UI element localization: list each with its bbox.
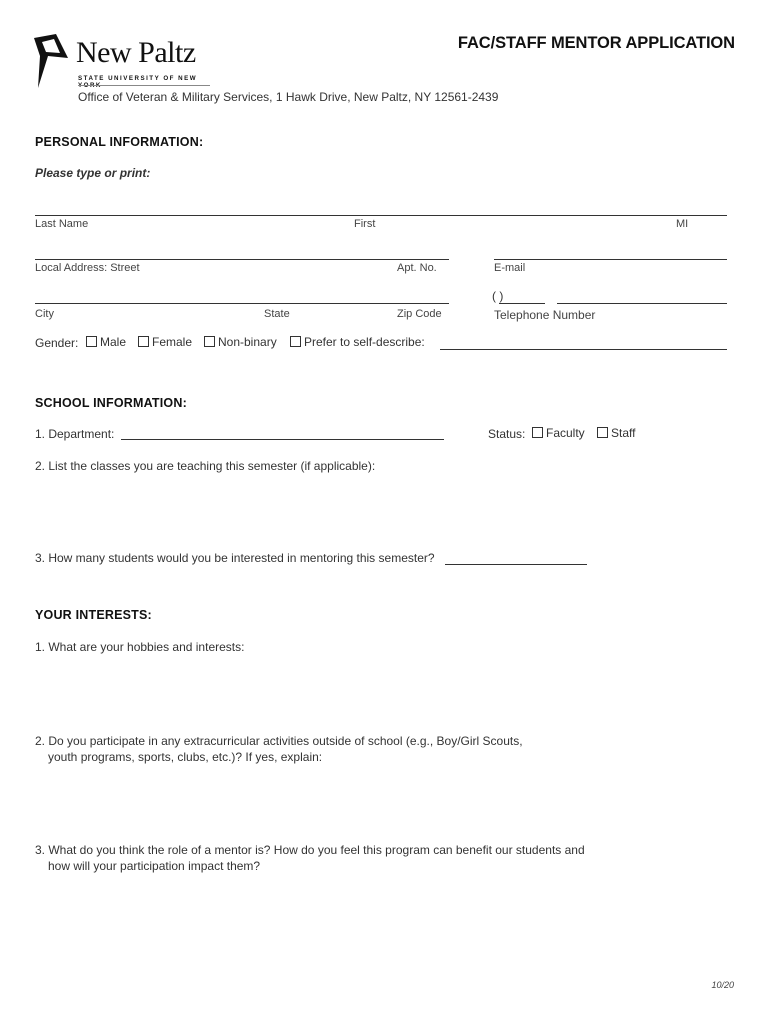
local-address-label: Local Address: Street [35, 262, 140, 274]
classes-question: 2. List the classes you are teaching this semester (if applicable): [35, 459, 376, 473]
gender-self-describe-option[interactable] [290, 335, 425, 349]
faculty-checkbox[interactable] [532, 427, 543, 438]
hawk-logo-icon [34, 34, 68, 88]
staff-checkbox[interactable] [597, 427, 608, 438]
logo-subtitle: STATE UNIVERSITY OF NEW YORK [78, 75, 198, 89]
status-staff-option[interactable] [597, 426, 635, 440]
extracurricular-question [35, 733, 523, 765]
nonbinary-label: Non-binary [218, 335, 277, 349]
mentor-role-question-line1: 3. What do you think the role of a mentor is? How do you feel this program can benefit our students and [35, 843, 585, 857]
apt-number-label: Apt. No. [397, 262, 437, 274]
telephone-label: Telephone Number [494, 308, 596, 322]
last-name-label: Last Name [35, 218, 89, 230]
mentees-count-question: 3. How many students would you be interested in mentoring this semester? [35, 551, 435, 565]
phone-area-code-field[interactable] [499, 303, 545, 304]
mentees-count-field[interactable] [445, 564, 587, 565]
self-describe-field[interactable] [440, 349, 727, 350]
logo-rule [78, 85, 210, 86]
first-name-label: First [354, 218, 376, 230]
department-label: 1. Department: [35, 427, 115, 441]
mentor-role-question [35, 842, 585, 874]
gender-female-option[interactable] [138, 335, 192, 349]
type-or-print-instruction: Please type or print: [35, 166, 151, 180]
school-info-heading: SCHOOL INFORMATION: [35, 396, 187, 410]
nonbinary-checkbox[interactable] [204, 336, 215, 347]
hobbies-question: 1. What are your hobbies and interests: [35, 640, 245, 654]
extracurricular-question-line1: 2. Do you participate in any extracurricular activities outside of school (e.g., Boy/Girl Scouts, [35, 734, 523, 748]
logo [34, 34, 214, 90]
status-faculty-option[interactable] [532, 426, 585, 440]
name-field[interactable] [35, 215, 727, 216]
interests-heading: YOUR INTERESTS: [35, 608, 152, 622]
gender-male-option[interactable] [86, 335, 126, 349]
phone-number-field[interactable] [557, 303, 727, 304]
faculty-label: Faculty [546, 426, 585, 440]
phone-area-code-parens: ( ) [492, 289, 504, 303]
middle-initial-label: MI [676, 218, 689, 230]
female-label: Female [152, 335, 193, 349]
self-describe-checkbox[interactable] [290, 336, 301, 347]
extracurricular-question-line2: youth programs, sports, clubs, etc.)? If yes, explain: [48, 750, 323, 764]
mentor-role-question-line2: how will your participation impact them? [48, 859, 261, 873]
status-label: Status: [488, 427, 526, 441]
logo-wordmark: New Paltz [76, 36, 196, 69]
self-describe-label: Prefer to self-describe: [304, 335, 425, 349]
personal-info-heading: PERSONAL INFORMATION: [35, 135, 204, 149]
zip-code-label: Zip Code [397, 308, 442, 320]
staff-label: Staff [611, 426, 636, 440]
gender-nonbinary-option[interactable] [204, 335, 277, 349]
form-title: FAC/STAFF MENTOR APPLICATION [457, 34, 735, 52]
email-field[interactable] [494, 259, 727, 260]
city-label: City [35, 308, 54, 320]
email-label: E-mail [494, 262, 526, 274]
revision-date: 10/20 [711, 980, 734, 990]
department-field[interactable] [121, 439, 444, 440]
state-label: State [264, 308, 290, 320]
local-address-field[interactable] [35, 259, 449, 260]
gender-label: Gender: [35, 336, 79, 350]
city-state-zip-field[interactable] [35, 303, 449, 304]
male-label: Male [100, 335, 127, 349]
female-checkbox[interactable] [138, 336, 149, 347]
office-address: Office of Veteran & Military Services, 1 Hawk Drive, New Paltz, NY 12561-2439 [78, 90, 499, 104]
male-checkbox[interactable] [86, 336, 97, 347]
